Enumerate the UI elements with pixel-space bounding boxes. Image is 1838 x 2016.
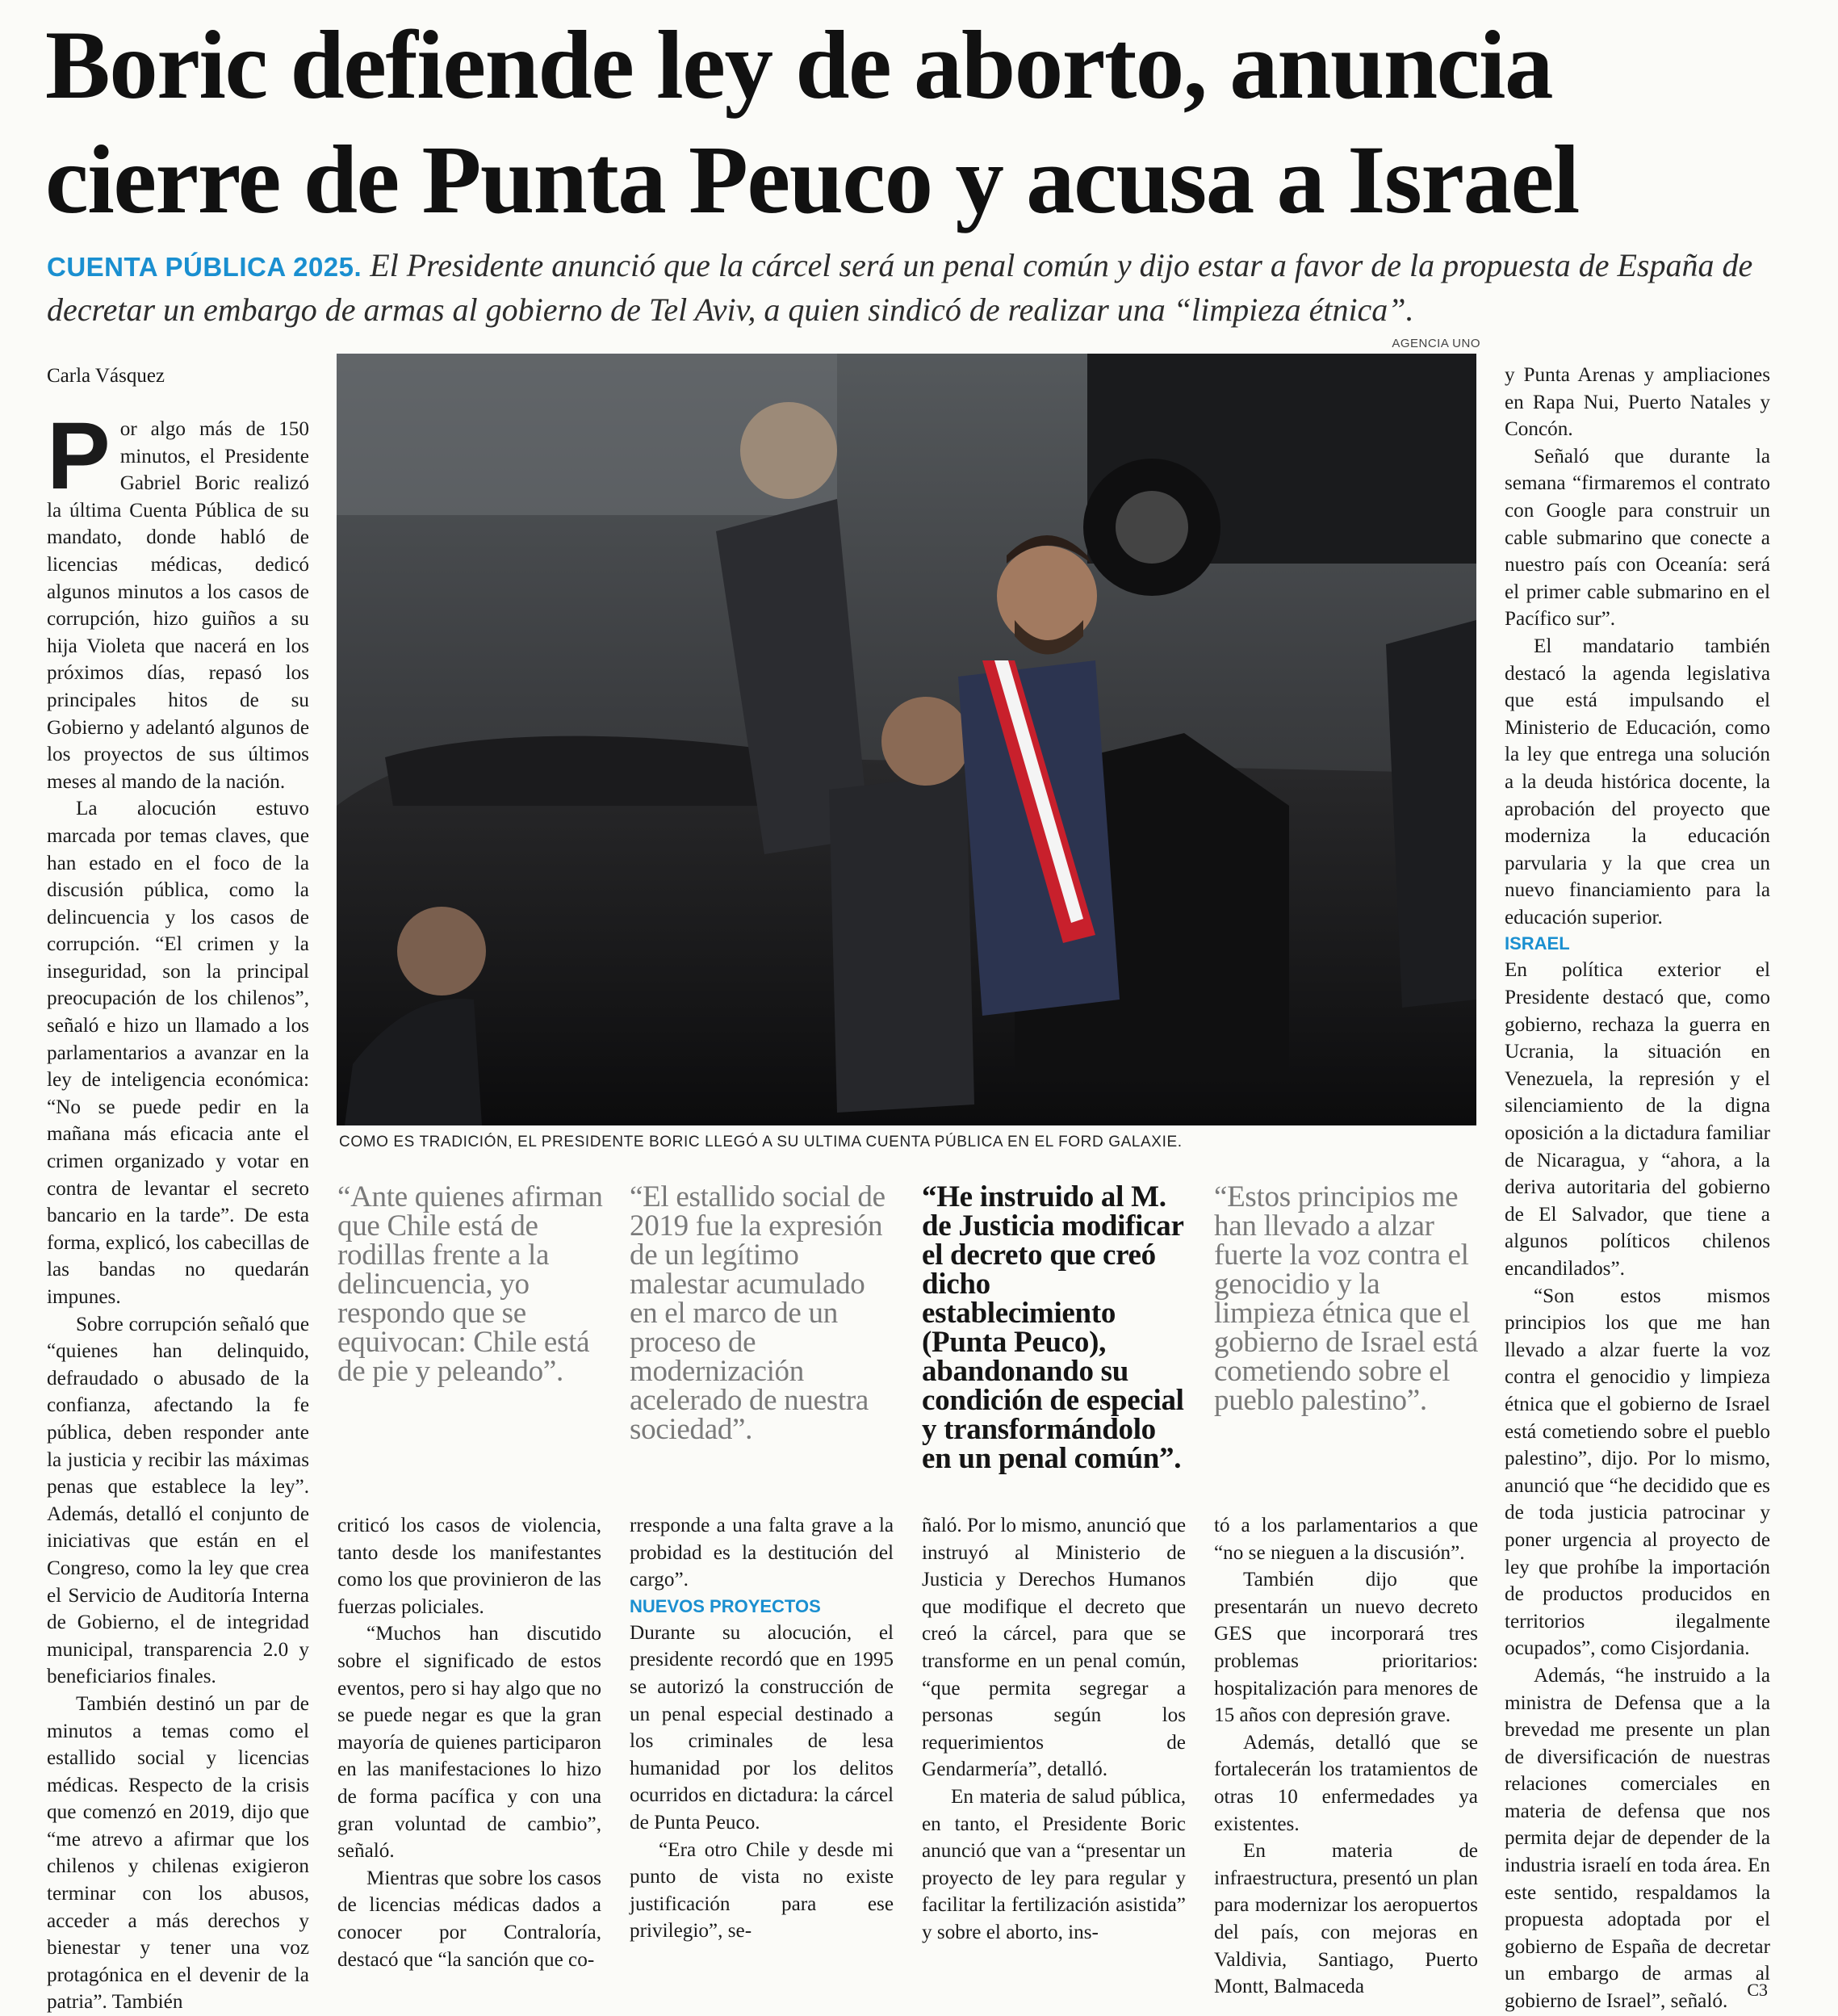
paragraph: Además, detalló que se fortalecerán los tratamientos de otras 10 enfermedades ya existentes. bbox=[1214, 1731, 1478, 1835]
paragraph: Señaló que durante la semana “firmaremos el contrato con Google para construir un cable submarino que conecte a nuestro país con Oceanía: será el primer cable submarino en el Pacífico sur”. bbox=[1505, 445, 1770, 631]
column-3 bbox=[630, 1512, 894, 1945]
photo-caption: COMO ES TRADICIÓN, EL PRESIDENTE BORIC LLEGÓ A SU ULTIMA CUENTA PÚBLICA EN EL FORD GALAXIE. bbox=[339, 1134, 1183, 1151]
deck-kicker: CUENTA PÚBLICA 2025. bbox=[47, 252, 362, 282]
paragraph: Por algo más de 150 minutos, el Presidente Gabriel Boric realizó la última Cuenta Pública de su mandato, donde habló de licencias médicas, dedicó algunos minutos a los casos de corrupción, hizo guiños a su hija Violeta que nacerá en los próximos días, repasó los principales hitos de su Gobierno y adelantó algunos de los proyectos de sus últimos meses al mando de la nación. bbox=[47, 403, 309, 793]
paragraph: “Son estos mismos principios los que me han llevado a alzar fuerte la voz contra el genocidio y limpieza étnica que el gobierno de Israel está cometiendo sobre el pueblo palestino”, dijo. Por lo mismo, anunció que “he decidido que es de toda justicia patrocinar y poner urgencia al proyecto de ley que prohíbe la importación de productos producidos en territorios ilegalmente ocupados”, como Cisjordania. bbox=[1505, 1285, 1770, 1660]
column-4 bbox=[922, 1512, 1186, 1947]
pull-quote-3: “He instruido al M. de Justicia modificar el decreto que creó dicho establecimiento (Punta Peuco), abandonando su condición de especial y transformándolo en un penal común”. bbox=[922, 1180, 1184, 1475]
paragraph: criticó los casos de violencia, tanto desde los manifestantes como los que provinieron de las fuerzas policiales. bbox=[337, 1515, 601, 1618]
paragraph: Mientras que sobre los casos de licencias médicas dados a conocer por Contraloría, destacó que “la sanción que co- bbox=[337, 1867, 601, 1971]
paragraph: y Punta Arenas y ampliaciones en Rapa Nui, Puerto Natales y Concón. bbox=[1505, 364, 1770, 441]
pull-quote-1: “Ante quienes afirman que Chile está de rodillas frente a la delincuencia, yo respondo que se equivocan: Chile está de pie y peleando”. bbox=[337, 1180, 603, 1388]
paragraph: Durante su alocución, el presidente recordó que en 1995 se autorizó la construcción de un penal especial destinado a los criminales de lesa humanidad por los delitos ocurridos en dictadura: la cárcel de Punta Peuco. bbox=[630, 1621, 894, 1834]
section-heading-nuevos-proyectos: NUEVOS PROYECTOS bbox=[630, 1595, 821, 1616]
news-photo bbox=[337, 354, 1476, 1125]
paragraph: rresponde a una falta grave a la probidad es la destitución del cargo”. bbox=[630, 1515, 894, 1591]
section-heading-israel: ISRAEL bbox=[1505, 933, 1570, 954]
deck bbox=[47, 244, 1782, 331]
paragraph: “Era otro Chile y desde mi punto de vista no existe justificación para ese privilegio”, se- bbox=[630, 1838, 894, 1943]
column-1 bbox=[47, 403, 309, 2016]
paragraph: También dijo que presentarán un nuevo decreto GES que incorporará tres problemas prioritarios: hospitalización para menores de 15 años con depresión grave. bbox=[1214, 1569, 1478, 1727]
paragraph: Además, “he instruido a la ministra de Defensa que a la brevedad me presente un plan de diversificación de nuestras relaciones comerciales en materia de defensa que nos permita dejar de depender de la industria israelí en toda área. En este sentido, respaldamos la propuesta adoptada por el gobierno de España de decretar un embargo de armas al gobierno de Israel”, señaló. bbox=[1505, 1664, 1770, 2013]
byline: Carla Vásquez bbox=[47, 365, 165, 387]
photo-illustration bbox=[337, 354, 1476, 1125]
photo-credit: AGENCIA UNO bbox=[1392, 337, 1480, 350]
paragraph: Sobre corrupción señaló que “quienes han delinquido, defraudado o abusado de la confianza, afectando la fe pública, deben responder ante la justicia y recibir las máximas penas que establece la ley”. Además, detalló el conjunto de iniciativas que están en el Congreso, como la ley que crea el Servicio de Auditoría Interna de Gobierno, el de integridad municipal, transparencia 2.0 y beneficiarios finales. bbox=[47, 1313, 309, 1688]
paragraph: La alocución estuvo marcada por temas claves, que han estado en el foco de la discusión pública, como la delincuencia y los casos de corrupción. “El crimen y la inseguridad, son la principal preocupación de los chilenos”, señaló e hizo un llamado a los parlamentarios a avanzar en la ley de inteligencia económica: “No se puede pedir en la mañana más eficacia ante el crimen organizado y votar en contra de levantar el secreto bancario en la tarde”. De esta forma, explicó, los cabecillas de las bandas no quedarán impunes. bbox=[47, 798, 309, 1308]
paragraph: En materia de salud pública, en tanto, el Presidente Boric anunció que van a “presentar un proyecto de ley para regular y facilitar la fertilización asistida” y sobre el aborto, ins- bbox=[922, 1785, 1186, 1943]
paragraph: El mandatario también destacó la agenda legislativa que está impulsando el Ministerio de Educación, como la ley que entrega una solución a la deuda histórica docente, la aprobación del proyecto que moderniza la educación parvularia y la que crea un nuevo financiamiento para la educación superior. bbox=[1505, 635, 1770, 928]
headline: Boric defiende ley de aborto, anuncia cierre de Punta Peuco y acusa a Israel bbox=[45, 11, 1579, 234]
paragraph: En materia de infraestructura, presentó un plan para modernizar los aeropuertos del país, con mejoras en Valdivia, Santiago, Puerto Montt, Balmaceda bbox=[1214, 1840, 1478, 1998]
end-mark: C3 bbox=[1747, 1980, 1768, 2000]
dropcap: P bbox=[47, 403, 111, 509]
paragraph: También destinó un par de minutos a temas como el estallido social y licencias médicas. Respecto de la crisis que comenzó en 2019, dijo que “me atrevo a afirmar que los chilenos y chilenas exigieron terminar con los abusos, acceder a más derechos y bienestar y tener una voz protagónica en el devenir de la patria”. También bbox=[47, 1692, 309, 2014]
paragraph: tó a los parlamentarios a que “no se nieguen a la discusión”. bbox=[1214, 1515, 1478, 1564]
column-5 bbox=[1214, 1512, 1478, 2001]
paragraph: En política exterior el Presidente destacó que, como gobierno, rechaza la guerra en Ucrania, la situación en Venezuela, la represión y el silenciamiento de la digna oposición a la dictadura familiar de Nicaragua, y “ahora, a la deriva autoritaria del gobierno de El Salvador, que tiene a algunos políticos chilenos encandilados”. bbox=[1505, 959, 1770, 1280]
pull-quote-4: “Estos principios me han llevado a alzar fuerte la voz contra el genocidio y la limpieza étnica que el gobierno de Israel está cometiendo sobre el pueblo palestino”. bbox=[1214, 1180, 1478, 1417]
column-2 bbox=[337, 1512, 601, 1973]
deck-text: El Presidente anunció que la cárcel será un penal común y dijo estar a favor de la propuesta de España de decretar un embargo de armas al gobierno de Tel Aviv, a quien sindicó de realizar una “limpieza étnica”. bbox=[47, 247, 1753, 328]
pull-quote-2: “El estallido social de 2019 fue la expresión de un legítimo malestar acumulado en el marco de un proceso de modernización acelerado de nuestra sociedad”. bbox=[630, 1180, 886, 1446]
paragraph: ñaló. Por lo mismo, anunció que instruyó al Ministerio de Justicia y Derechos Humanos que modifique el decreto que creó la cárcel, para que se transforme en un penal común, “que permita segregar a personas según los requerimientos de Gendarmería”, detalló. bbox=[922, 1515, 1186, 1781]
paragraph: “Muchos han discutido sobre el significado de estos eventos, pero si hay algo que no se puede negar es que la gran mayoría de quienes participaron en las manifestaciones lo hizo de forma pacífica y con una gran voluntad de cambio”, señaló. bbox=[337, 1623, 601, 1863]
column-6 bbox=[1505, 362, 1770, 2015]
